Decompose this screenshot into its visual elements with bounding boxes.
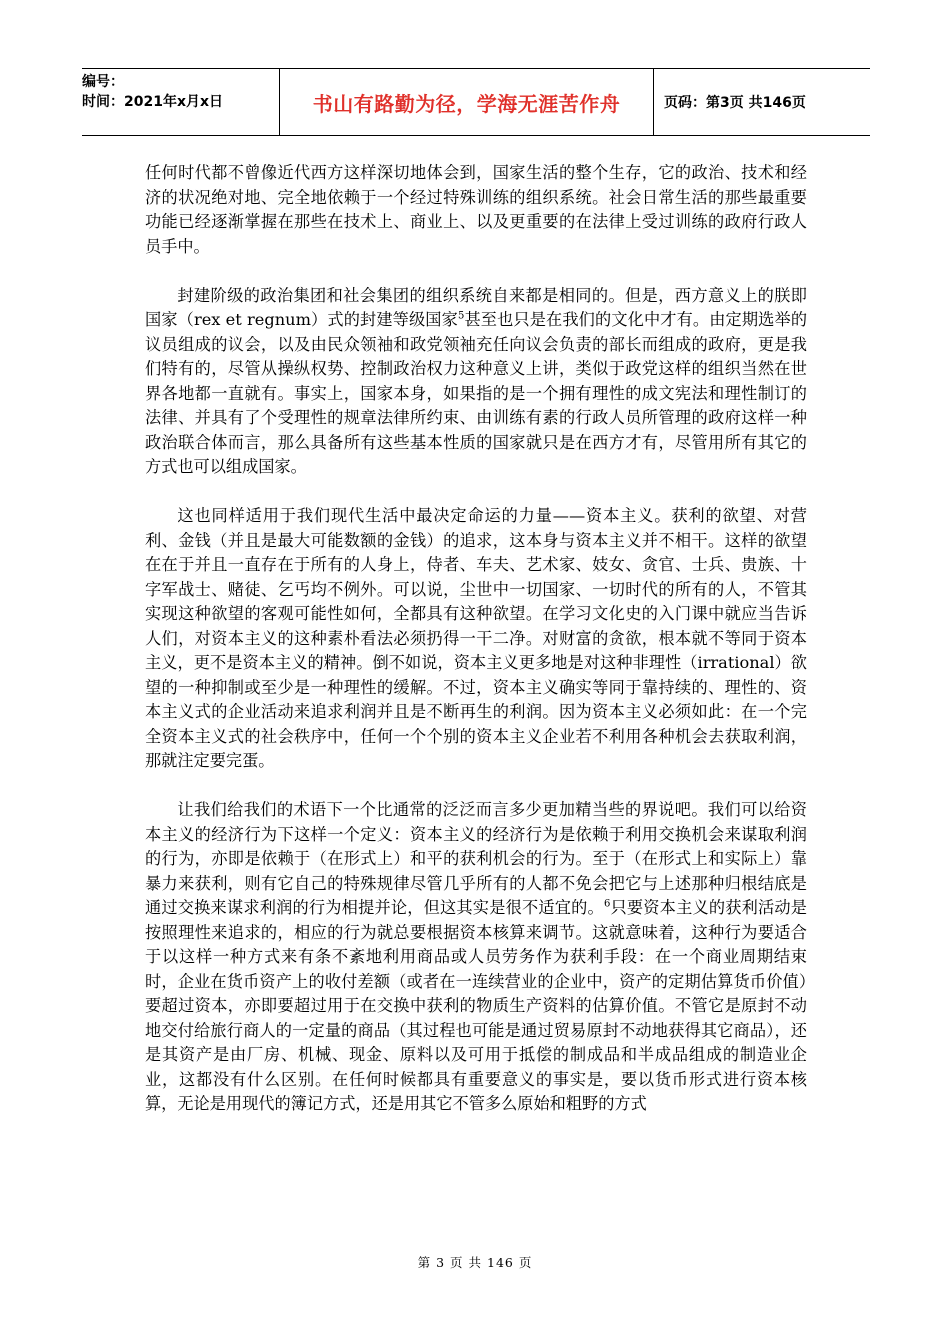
page-footer: 第 3 页 共 146 页 bbox=[417, 1255, 533, 1270]
paragraph-4-part-b: 只要资本主义的获利活动是按照理性来追求的，相应的行为就总要根据资本核算来调节。这就意味着，这种行为要适合于以这样一种方式来有条不紊地利用商品或人员劳务作为获利手段：在一个商业周期结束时，企业在货币资产上的收付差额（或者在一连续营业的企业中，资产的定期估算货币价值）要超过资本，亦即要超过用于在交换中获利的物质生产资料的估算价值。不管它是原封不动地交付给旅行商人的一定量的商品（其过程也可能是通过贸易原封不动地获得其它商品），还是其资产是由厂房、机械、现金、原料以及可用于抵偿的制成品和半成品组成的制造业企业，这都没有什么区别。在任何时候都具有重要意义的事实是，要以货币形式进行资本核算，无论是用现代的簿记方式，还是用其它不管多么原始和粗野的方式 bbox=[145, 898, 807, 1113]
header-motto: 书山有路勤为径，学海无涯苦作舟 bbox=[280, 69, 654, 135]
paragraph-4-part-a: 让我们给我们的术语下一个比通常的泛泛而言多少更加精当些的界说吧。我们可以给资本主义的经济行为下这样一个定义：资本主义的经济行为是依赖于利用交换机会来谋取利润的行为，亦即是依赖于（在形式上）和平的获利机会的行为。至于（在形式上和实际上）靠暴力来获利，则有它自己的特殊规律尽管几乎所有的人都不免会把它与上述那种归根结底是通过交换来谋求利润的行为相提并论，但这其实是很不适宜的。 bbox=[145, 800, 807, 917]
header-page-info: 页码：第3页 共146页 bbox=[664, 95, 806, 111]
paragraph-2 bbox=[145, 284, 807, 480]
document-body bbox=[145, 161, 807, 1117]
footnote-ref-5: 5 bbox=[457, 310, 465, 322]
paragraph-4 bbox=[145, 798, 807, 1117]
paragraph-3: 这也同样适用于我们现代生活中最决定命运的力量——资本主义。获利的欲望、对营利、金钱（并且是最大可能数额的金钱）的追求，这本身与资本主义并不相干。这样的欲望在在于并且一直存在于所有的人身上，侍者、车夫、艺术家、妓女、贪官、士兵、贵族、十字军战士、赌徒、乞丐均不例外。可以说，尘世中一切国家、一切时代的所有的人，不管其实现这种欲望的客观可能性如何，全都具有这种欲望。在学习文化史的入门课中就应当告诉人们，对资本主义的这种素朴看法必须扔得一干二净。对财富的贪欲，根本就不等同于资本主义，更不是资本主义的精神。倒不如说，资本主义更多地是对这种非理性（irrational）欲望的一种抑制或至少是一种理性的缓解。不过，资本主义确实等同于靠持续的、理性的、资本主义式的企业活动来追求利润并且是不断再生的利润。因为资本主义必须如此：在一个完全资本主义式的社会秩序中，任何一个个别的资本主义企业若不利用各种机会去获取利润，那就注定要完蛋。 bbox=[145, 506, 807, 770]
header-meta bbox=[82, 69, 280, 135]
document-time-label: 时间：2021年x月x日 bbox=[82, 94, 224, 110]
document-number-label: 编号： bbox=[82, 74, 124, 90]
paragraph-2-part-b: 甚至也只是在我们的文化中才有。由定期选举的议员组成的议会，以及由民众领袖和政党领袖充任向议会负责的部长而组成的政府，更是我们特有的，尽管从操纵权势、控制政治权力这种意义上讲，类似于政党这样的组织当然在世界各地都一直就有。事实上，国家本身，如果指的是一个拥有理性的成文宪法和理性制订的法律、并具有了个受理性的规章法律所约束、由训练有素的行政人员所管理的政府这样一种政治联合体而言，那么具备所有这些基本性质的国家就只是在西方才有，尽管用所有其它的方式也可以组成国家。 bbox=[145, 310, 808, 476]
paragraph-1: 任何时代都不曾像近代西方这样深切地体会到，国家生活的整个生存，它的政治、技术和经济的状况绝对地、完全地依赖于一个经过特殊训练的组织系统。社会日常生活的那些最重要功能已经逐渐掌握在那些在技术上、商业上、以及更重要的在法律上受过训练的政府行政人员手中。 bbox=[145, 163, 807, 256]
paragraph-2-part-a: 封建阶级的政治集团和社会集团的组织系统自来都是相同的。但是，西方意义上的朕即国家（rex et regnum）式的封建等级国家 bbox=[145, 285, 807, 329]
page-header bbox=[82, 68, 870, 136]
footnote-ref-6: 6 bbox=[603, 898, 611, 910]
